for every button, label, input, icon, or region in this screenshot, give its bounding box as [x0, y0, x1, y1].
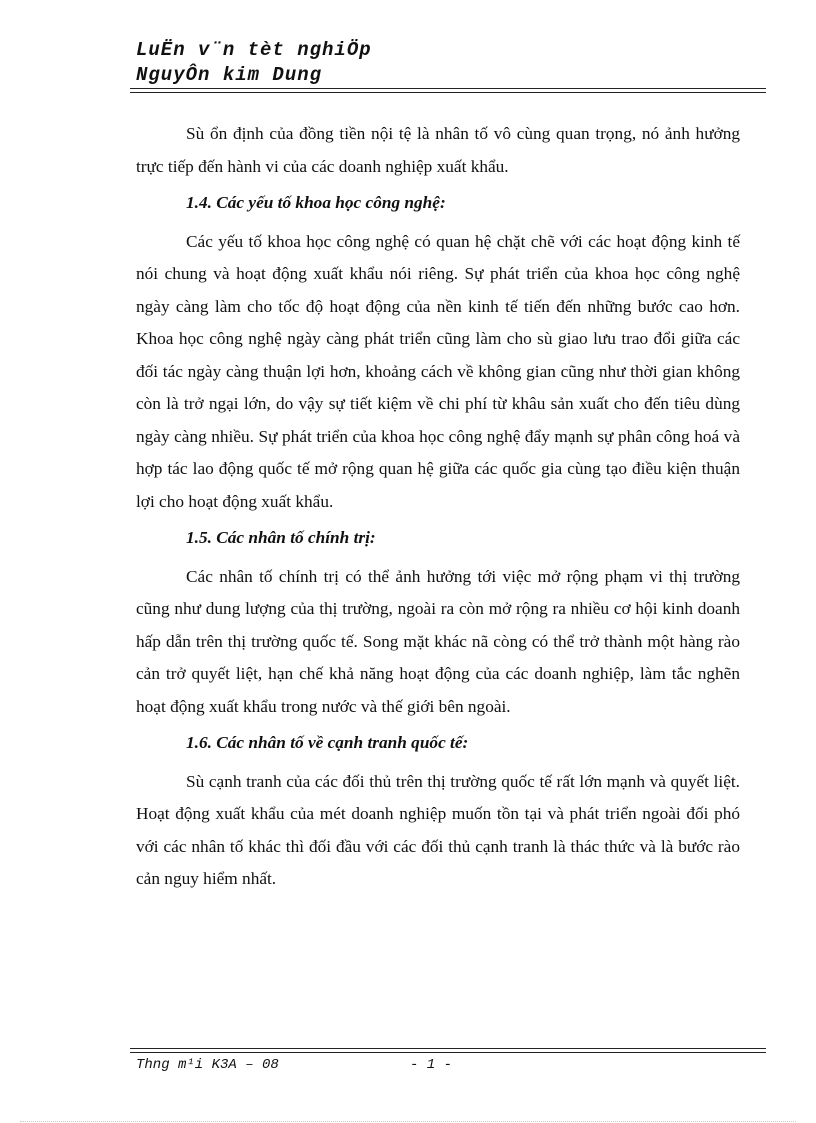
section-heading-1-5: 1.5. Các nhân tố chính trị:	[186, 528, 376, 547]
paragraph-4: Sù cạnh tranh của các đối thủ trên thị trường quốc tế rất lớn mạnh và quyết liệt. Hoạt động xuất khẩu của mét doanh nghiệp muốn tồn tại và phát triển ngoài đối phó với các nhân tố khác thì đối đầu với các đối thủ cạnh tranh là thác thức và là bước rào cản nguy hiểm nhất.	[136, 771, 740, 888]
header-title: LuËn v¨n tèt nghiÖp	[136, 39, 372, 61]
section-heading-1-6: 1.6. Các nhân tố về cạnh tranh quốc tế:	[186, 733, 469, 752]
footer-text: Thng m¹i K3A – 08	[136, 1057, 279, 1073]
page-header	[136, 38, 766, 88]
header-rule	[130, 88, 766, 93]
footer-rule	[130, 1048, 766, 1053]
paragraph-1: Sù ổn định của đồng tiền nội tệ là nhân tố vô cùng quan trọng, nó ảnh hưởng trực tiếp đến hành vi của các doanh nghiệp xuất khẩu.	[136, 124, 740, 176]
document-body	[136, 118, 740, 896]
section-heading-1-4: 1.4. Các yếu tố khoa học công nghệ:	[186, 193, 446, 212]
page-number: - 1 -	[410, 1057, 453, 1073]
header-author: NguyÔn kim Dung	[136, 64, 323, 86]
page-edge-divider	[20, 1121, 796, 1122]
paragraph-2: Các yếu tố khoa học công nghệ có quan hệ chặt chẽ với các hoạt động kinh tế nói chung và hoạt động xuất khẩu nói riêng. Sự phát triển của khoa học công nghệ ngày càng làm cho tốc độ hoạt động của nền kinh tế tiến đến những bước cao hơn. Khoa học công nghệ ngày càng phát triển cũng làm cho sù giao lưu trao đổi giữa các đối tác ngày càng thuận lợi hơn, khoảng cách về không gian cũng như thời gian không còn là trở ngại lớn, do vậy sự tiết kiệm về chi phí từ khâu sản xuất cho đến tiêu dùng ngày càng nhiều. Sự phát triển của khoa học công nghệ đẩy mạnh sự phân công hoá và hợp tác lao động quốc tế mở rộng quan hệ giữa các quốc gia cùng tạo điều kiện thuận lợi cho hoạt động xuất khẩu.	[136, 231, 740, 511]
paragraph-3: Các nhân tố chính trị có thể ảnh hưởng tới việc mở rộng phạm vi thị trường cũng như dung lượng của thị trường, ngoài ra còn mở rộng ra nhiều cơ hội kinh doanh hấp dẫn trên thị trường quốc tế. Song mặt khác nã còng có thể trở thành một hàng rào cản trở quyết liệt, hạn chế khả năng hoạt động của các doanh nghiệp, làm tắc nghẽn hoạt động xuất khẩu trong nước và thế giới bên ngoài.	[136, 566, 740, 716]
